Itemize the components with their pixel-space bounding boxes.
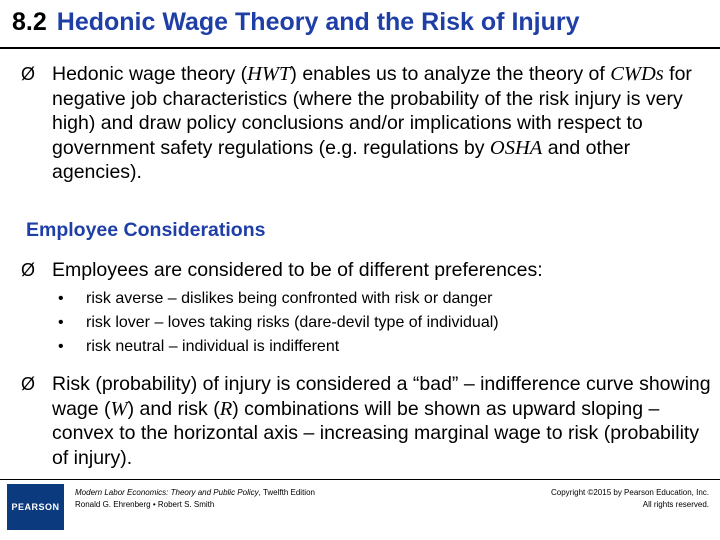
- book-edition: , Twelfth Edition: [258, 488, 315, 497]
- book-title: Modern Labor Economics: Theory and Public Policy: [75, 488, 259, 497]
- para3-w: W: [110, 397, 128, 420]
- list-item: [58, 311, 499, 335]
- bullet-dot-icon: •: [58, 290, 64, 307]
- para1-hwt: HWT: [247, 63, 291, 85]
- list-item: [58, 287, 499, 311]
- para1-text-4: and other agencies).: [52, 136, 631, 184]
- para1-osha: OSHA: [489, 136, 543, 159]
- list-item-text: risk averse – dislikes being confronted with risk or danger: [86, 290, 493, 307]
- book-citation: [75, 487, 315, 511]
- para3-text-2: ) and risk (: [127, 397, 220, 420]
- list-item: [58, 335, 499, 359]
- section-number: 8.2: [12, 8, 47, 36]
- para2-text: Employees are considered to be of different preferences:: [52, 259, 543, 281]
- bullet-dot-icon: •: [58, 338, 64, 355]
- section-heading: Employee Considerations: [26, 219, 266, 241]
- title-divider: [0, 47, 720, 49]
- rights-text: All rights reserved.: [642, 500, 709, 509]
- list-item-text: risk lover – loves taking risks (dare-devil type of individual): [86, 314, 499, 331]
- para1-text-3: for negative job characteristics (where the probability of the risk injury is very high) and draw policy conclusions and/or implications with respect to government safety regulations (e.g. regulations by: [52, 63, 692, 159]
- para1-text-2: ) enables us to analyze the theory of: [290, 63, 611, 85]
- logo-text: PEARSON: [11, 502, 60, 512]
- para3-text-1: Risk (probability) of injury is considered a “bad” – indifference curve showing wage (: [52, 373, 711, 420]
- para1-text-1: Hedonic wage theory (: [52, 63, 248, 85]
- paragraph-risk-injury: [21, 372, 717, 470]
- copyright-notice: [551, 487, 709, 511]
- paragraph-hedonic-wage: [21, 62, 717, 185]
- slide-title: [12, 8, 580, 37]
- pearson-logo: [7, 484, 64, 530]
- copyright-text: Copyright ©2015 by Pearson Education, Inc.: [551, 488, 709, 497]
- bullet-dot-icon: •: [58, 314, 64, 331]
- footer-divider: [0, 479, 720, 480]
- para3-r: R: [219, 397, 233, 420]
- preference-list: [58, 287, 499, 359]
- list-item-text: risk neutral – individual is indifferent: [86, 338, 340, 355]
- book-authors: Ronald G. Ehrenberg • Robert S. Smith: [75, 500, 215, 509]
- para1-cwds: CWDs: [610, 63, 664, 85]
- para3-text-3: ) combinations will be shown as upward sloping – convex to the horizontal axis – increasing marginal wage to risk (probability of injury).: [52, 397, 700, 469]
- arrow-bullet-icon: Ø: [21, 374, 36, 394]
- title-text: Hedonic Wage Theory and the Risk of Injury: [56, 8, 580, 36]
- book-title-line: [75, 487, 315, 499]
- paragraph-preferences: [21, 258, 717, 283]
- arrow-bullet-icon: Ø: [21, 64, 36, 84]
- arrow-bullet-icon: Ø: [21, 260, 36, 280]
